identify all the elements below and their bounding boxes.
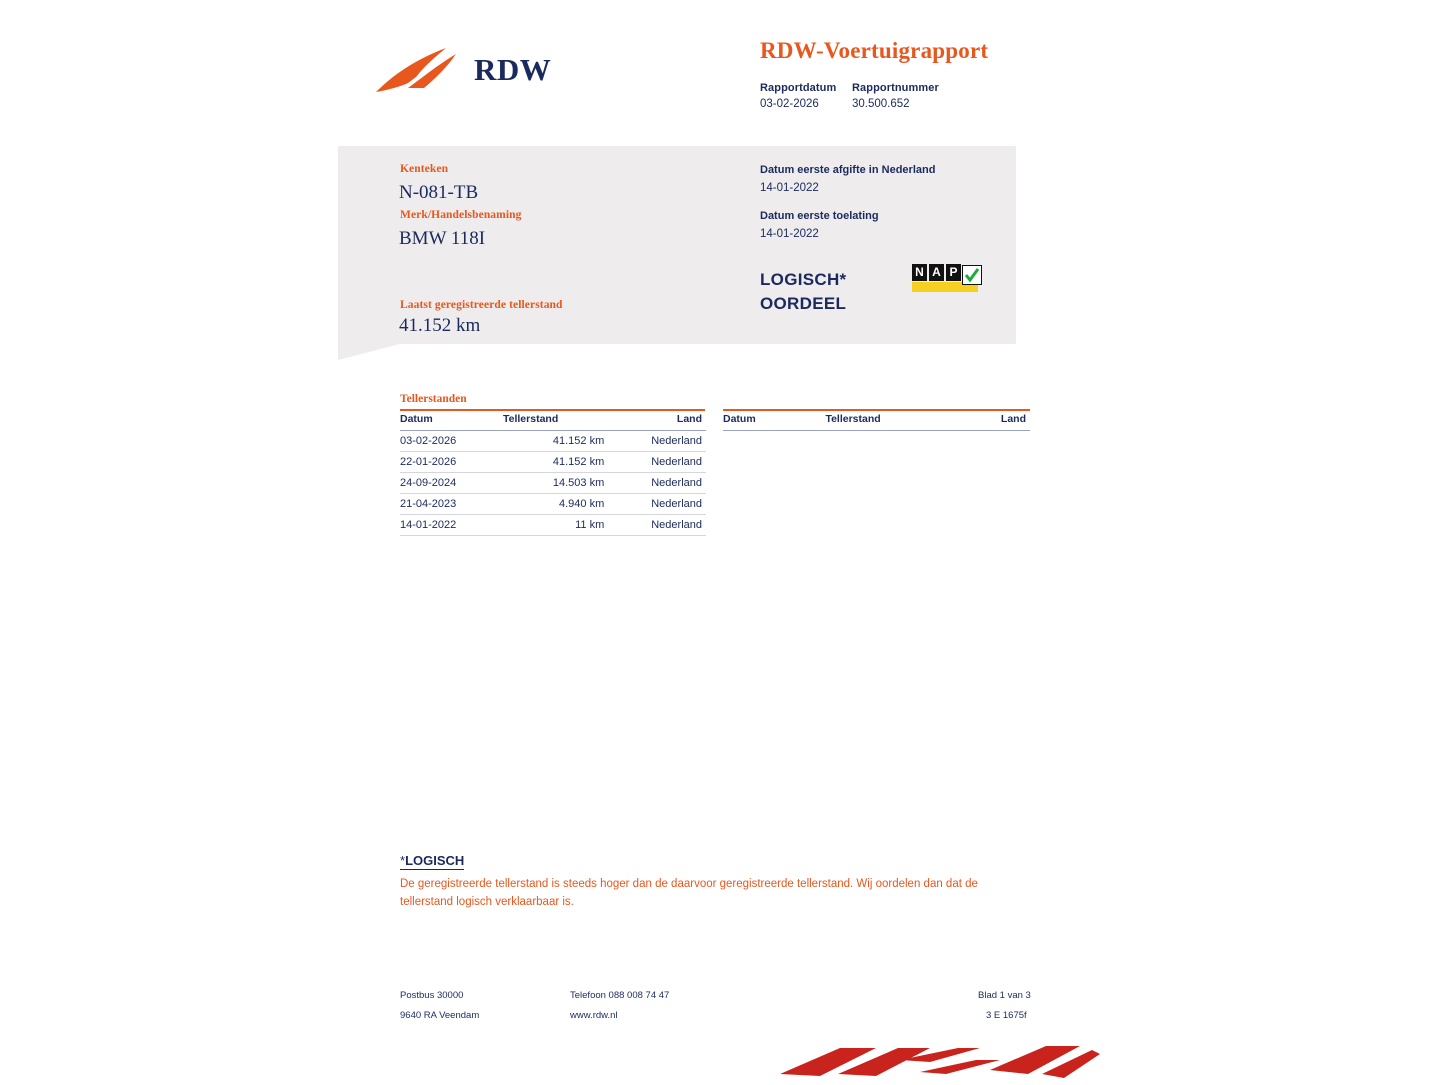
report-date-value: 03-02-2026 bbox=[760, 98, 819, 110]
cell-datum: 03-02-2026 bbox=[400, 431, 497, 452]
table-row bbox=[400, 473, 706, 494]
cell-tellerstand: 14.503 km bbox=[497, 473, 618, 494]
nap-letter-n: N bbox=[912, 264, 927, 281]
footer-address-line2: 9640 RA Veendam bbox=[400, 1010, 480, 1021]
first-issue-nl-label: Datum eerste afgifte in Nederland bbox=[760, 164, 936, 176]
odometer-table-right bbox=[723, 411, 1030, 431]
rdw-flag-icon bbox=[374, 46, 464, 94]
cell-land: Nederland bbox=[618, 431, 706, 452]
cell-datum: 24-09-2024 bbox=[400, 473, 497, 494]
column-header-tellerstand: Tellerstand bbox=[819, 411, 943, 431]
footer-decorative-graphic bbox=[780, 1044, 1100, 1080]
cell-tellerstand: 41.152 km bbox=[497, 452, 618, 473]
kenteken-value: N-081-TB bbox=[399, 182, 479, 203]
odometer-section-title: Tellerstanden bbox=[400, 393, 467, 405]
kenteken-label: Kenteken bbox=[400, 163, 449, 175]
footer-page-number: Blad 1 van 3 bbox=[978, 990, 1031, 1001]
cell-datum: 21-04-2023 bbox=[400, 494, 497, 515]
last-odometer-label: Laatst geregistreerde tellerstand bbox=[400, 299, 563, 311]
table-row bbox=[400, 515, 706, 536]
cell-datum: 14-01-2022 bbox=[400, 515, 497, 536]
footnote-star: * bbox=[400, 853, 406, 868]
column-header-land: Land bbox=[618, 411, 706, 431]
cell-land: Nederland bbox=[618, 473, 706, 494]
report-date-block bbox=[760, 82, 836, 110]
column-header-land: Land bbox=[943, 411, 1030, 431]
report-number-value: 30.500.652 bbox=[852, 98, 910, 110]
footer-form-code: 3 E 1675f bbox=[986, 1010, 1027, 1021]
cell-land: Nederland bbox=[618, 494, 706, 515]
footer-address-line1: Postbus 30000 bbox=[400, 990, 464, 1001]
cell-datum: 22-01-2026 bbox=[400, 452, 497, 473]
report-number-label: Rapportnummer bbox=[852, 82, 939, 94]
table-header-row bbox=[723, 411, 1030, 431]
verdict-block bbox=[760, 268, 846, 316]
table-row bbox=[400, 431, 706, 452]
footnote-body: De geregistreerde tellerstand is steeds hoger dan de daarvoor geregistreerde tellerstand. Wij oordelen dan dat de tellerstand logisch verklaarbaar is. bbox=[400, 878, 978, 908]
odometer-table-left bbox=[400, 411, 706, 536]
report-date-label: Rapportdatum bbox=[760, 82, 837, 94]
report-number-block bbox=[852, 82, 939, 110]
nap-letter-p: P bbox=[946, 264, 961, 281]
table-header-row bbox=[400, 411, 706, 431]
footer-phone: Telefoon 088 008 74 47 bbox=[570, 990, 670, 1001]
merk-label: Merk/Handelsbenaming bbox=[400, 209, 522, 221]
table-row bbox=[400, 452, 706, 473]
cell-tellerstand: 4.940 km bbox=[497, 494, 618, 515]
merk-value: BMW 118I bbox=[399, 228, 486, 249]
rdw-wordmark: RDW bbox=[474, 52, 552, 87]
first-admission-value: 14-01-2022 bbox=[760, 228, 819, 240]
panel-corner-shape bbox=[338, 344, 400, 360]
first-issue-nl-value: 14-01-2022 bbox=[760, 182, 819, 194]
column-header-tellerstand: Tellerstand bbox=[497, 411, 618, 431]
last-odometer-value: 41.152 km bbox=[399, 315, 481, 336]
nap-logo-icon bbox=[912, 264, 980, 292]
report-title: RDW-Voertuigrapport bbox=[760, 38, 989, 63]
footer-website[interactable]: www.rdw.nl bbox=[570, 1010, 618, 1021]
rdw-logo bbox=[374, 30, 634, 100]
nap-checkmark-icon bbox=[962, 265, 982, 285]
column-header-datum: Datum bbox=[723, 411, 819, 431]
cell-land: Nederland bbox=[618, 515, 706, 536]
verdict-line-1: LOGISCH* bbox=[760, 270, 847, 289]
footnote-title-text: LOGISCH bbox=[405, 853, 465, 868]
footnote-title bbox=[400, 853, 464, 870]
cell-tellerstand: 11 km bbox=[497, 515, 618, 536]
nap-letter-a: A bbox=[929, 264, 944, 281]
column-header-datum: Datum bbox=[400, 411, 497, 431]
cell-land: Nederland bbox=[618, 452, 706, 473]
cell-tellerstand: 41.152 km bbox=[497, 431, 618, 452]
table-row bbox=[400, 494, 706, 515]
first-admission-label: Datum eerste toelating bbox=[760, 210, 879, 222]
verdict-line-2: OORDEEL bbox=[760, 294, 847, 313]
